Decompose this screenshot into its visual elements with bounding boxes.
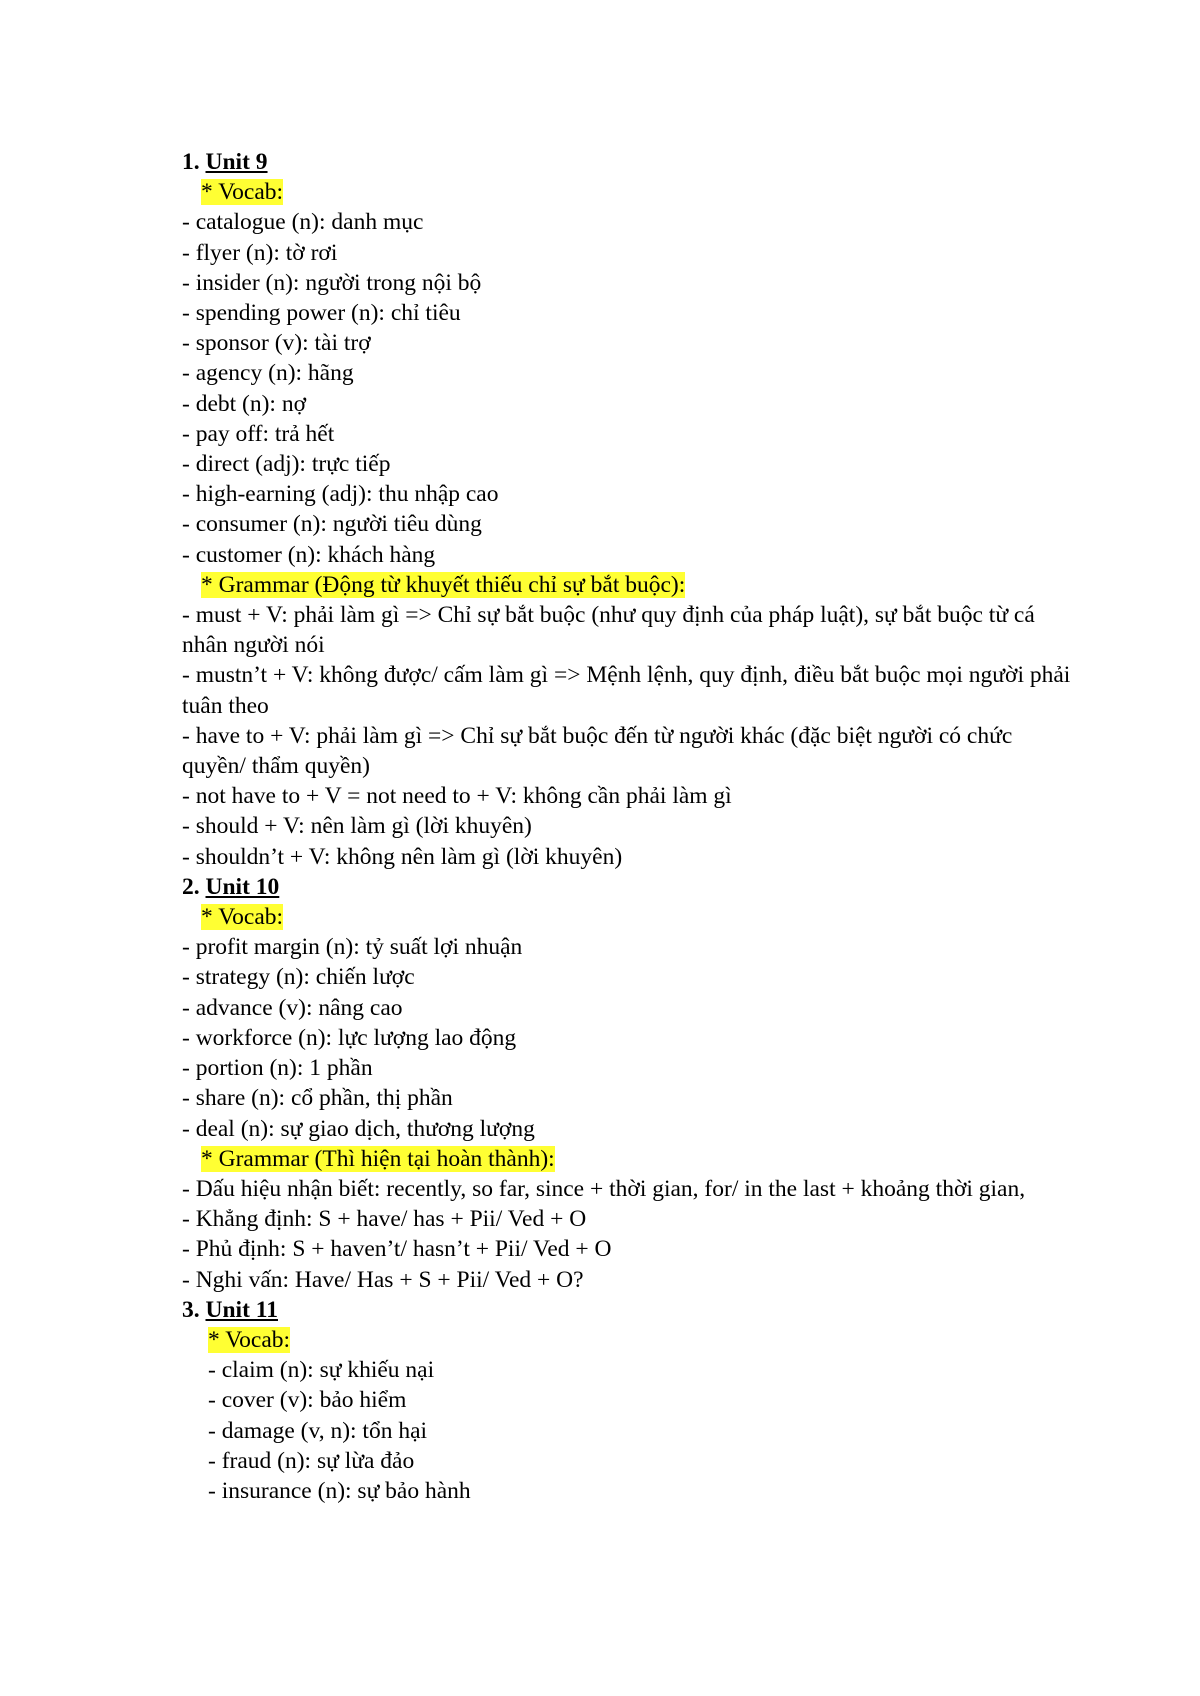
document-page xyxy=(182,147,1082,1506)
grammar-item: - Khẳng định: S + have/ has + Pii/ Ved + O xyxy=(182,1206,587,1233)
vocab-label: * Vocab: xyxy=(201,904,284,931)
vocab-item: - agency (n): hãng xyxy=(182,360,354,387)
vocab-label: * Vocab: xyxy=(208,1326,291,1353)
vocab-item: - direct (adj): trực tiếp xyxy=(182,451,391,478)
grammar-item: - should + V: nên làm gì (lời khuyên) xyxy=(182,813,532,840)
vocab-item: - workforce (n): lực lượng lao động xyxy=(182,1024,517,1051)
vocab-item: - claim (n): sự khiếu nại xyxy=(208,1357,435,1384)
vocab-label: * Vocab: xyxy=(201,179,284,206)
vocab-item: - advance (v): nâng cao xyxy=(182,994,403,1021)
vocab-item: - customer (n): khách hàng xyxy=(182,541,436,568)
vocab-item: - deal (n): sự giao dịch, thương lượng xyxy=(182,1115,535,1142)
grammar-item: - Dấu hiệu nhận biết: recently, so far, since + thời gian, for/ in the last + khoảng thời gian, xyxy=(182,1175,1026,1202)
vocab-item: - cover (v): bảo hiểm xyxy=(208,1387,407,1414)
grammar-item: - must + V: phải làm gì => Chỉ sự bắt buộc (như quy định của pháp luật), sự bắt buộc từ cá nhân người nói xyxy=(182,602,1035,659)
grammar-item: - Phủ định: S + haven’t/ hasn’t + Pii/ Ved + O xyxy=(182,1236,612,1263)
vocab-item: - flyer (n): tờ rơi xyxy=(182,239,338,266)
grammar-item: - mustn’t + V: không được/ cấm làm gì => Mệnh lệnh, quy định, điều bắt buộc mọi người phải tuân theo xyxy=(182,662,1071,719)
grammar-item: - shouldn’t + V: không nên làm gì (lời khuyên) xyxy=(182,843,623,870)
unit-heading xyxy=(182,147,1082,177)
vocab-item: - high-earning (adj): thu nhập cao xyxy=(182,481,499,508)
grammar-item: - have to + V: phải làm gì => Chỉ sự bắt buộc đến từ người khác (đặc biệt người có chức quyền/ thẩm quyền) xyxy=(182,722,1013,780)
vocab-item: - insider (n): người trong nội bộ xyxy=(182,269,482,296)
grammar-label: * Grammar (Động từ khuyết thiếu chỉ sự bắt buộc): xyxy=(201,571,686,598)
vocab-item: - damage (v, n): tổn hại xyxy=(208,1417,428,1444)
vocab-item: - pay off: trả hết xyxy=(182,420,335,447)
vocab-item: - debt (n): nợ xyxy=(182,390,307,417)
unit-heading xyxy=(182,872,1082,902)
vocab-item: - catalogue (n): danh mục xyxy=(182,209,424,236)
grammar-label: * Grammar (Thì hiện tại hoàn thành): xyxy=(201,1145,555,1172)
vocab-item: - strategy (n): chiến lược xyxy=(182,964,415,991)
vocab-item: - fraud (n): sự lừa đảo xyxy=(208,1447,415,1474)
grammar-item: - not have to + V = not need to + V: không cần phải làm gì xyxy=(182,783,732,810)
unit-number: 3. xyxy=(182,1296,200,1323)
vocab-item: - consumer (n): người tiêu dùng xyxy=(182,511,482,538)
vocab-item: - sponsor (v): tài trợ xyxy=(182,330,371,357)
vocab-item: - profit margin (n): tỷ suất lợi nhuận xyxy=(182,934,523,961)
unit-title: Unit 10 xyxy=(205,873,280,900)
unit-title: Unit 9 xyxy=(205,149,268,175)
vocab-item: - spending power (n): chỉ tiêu xyxy=(182,300,461,327)
unit-heading xyxy=(182,1295,1082,1325)
vocab-item: - share (n): cổ phần, thị phần xyxy=(182,1085,453,1112)
unit-number: 2. xyxy=(182,873,200,900)
vocab-item: - insurance (n): sự bảo hành xyxy=(208,1477,471,1504)
unit-number: 1. xyxy=(182,149,200,175)
unit-title: Unit 11 xyxy=(205,1296,278,1323)
grammar-item: - Nghi vấn: Have/ Has + S + Pii/ Ved + O? xyxy=(182,1266,584,1293)
vocab-item: - portion (n): 1 phần xyxy=(182,1055,373,1082)
